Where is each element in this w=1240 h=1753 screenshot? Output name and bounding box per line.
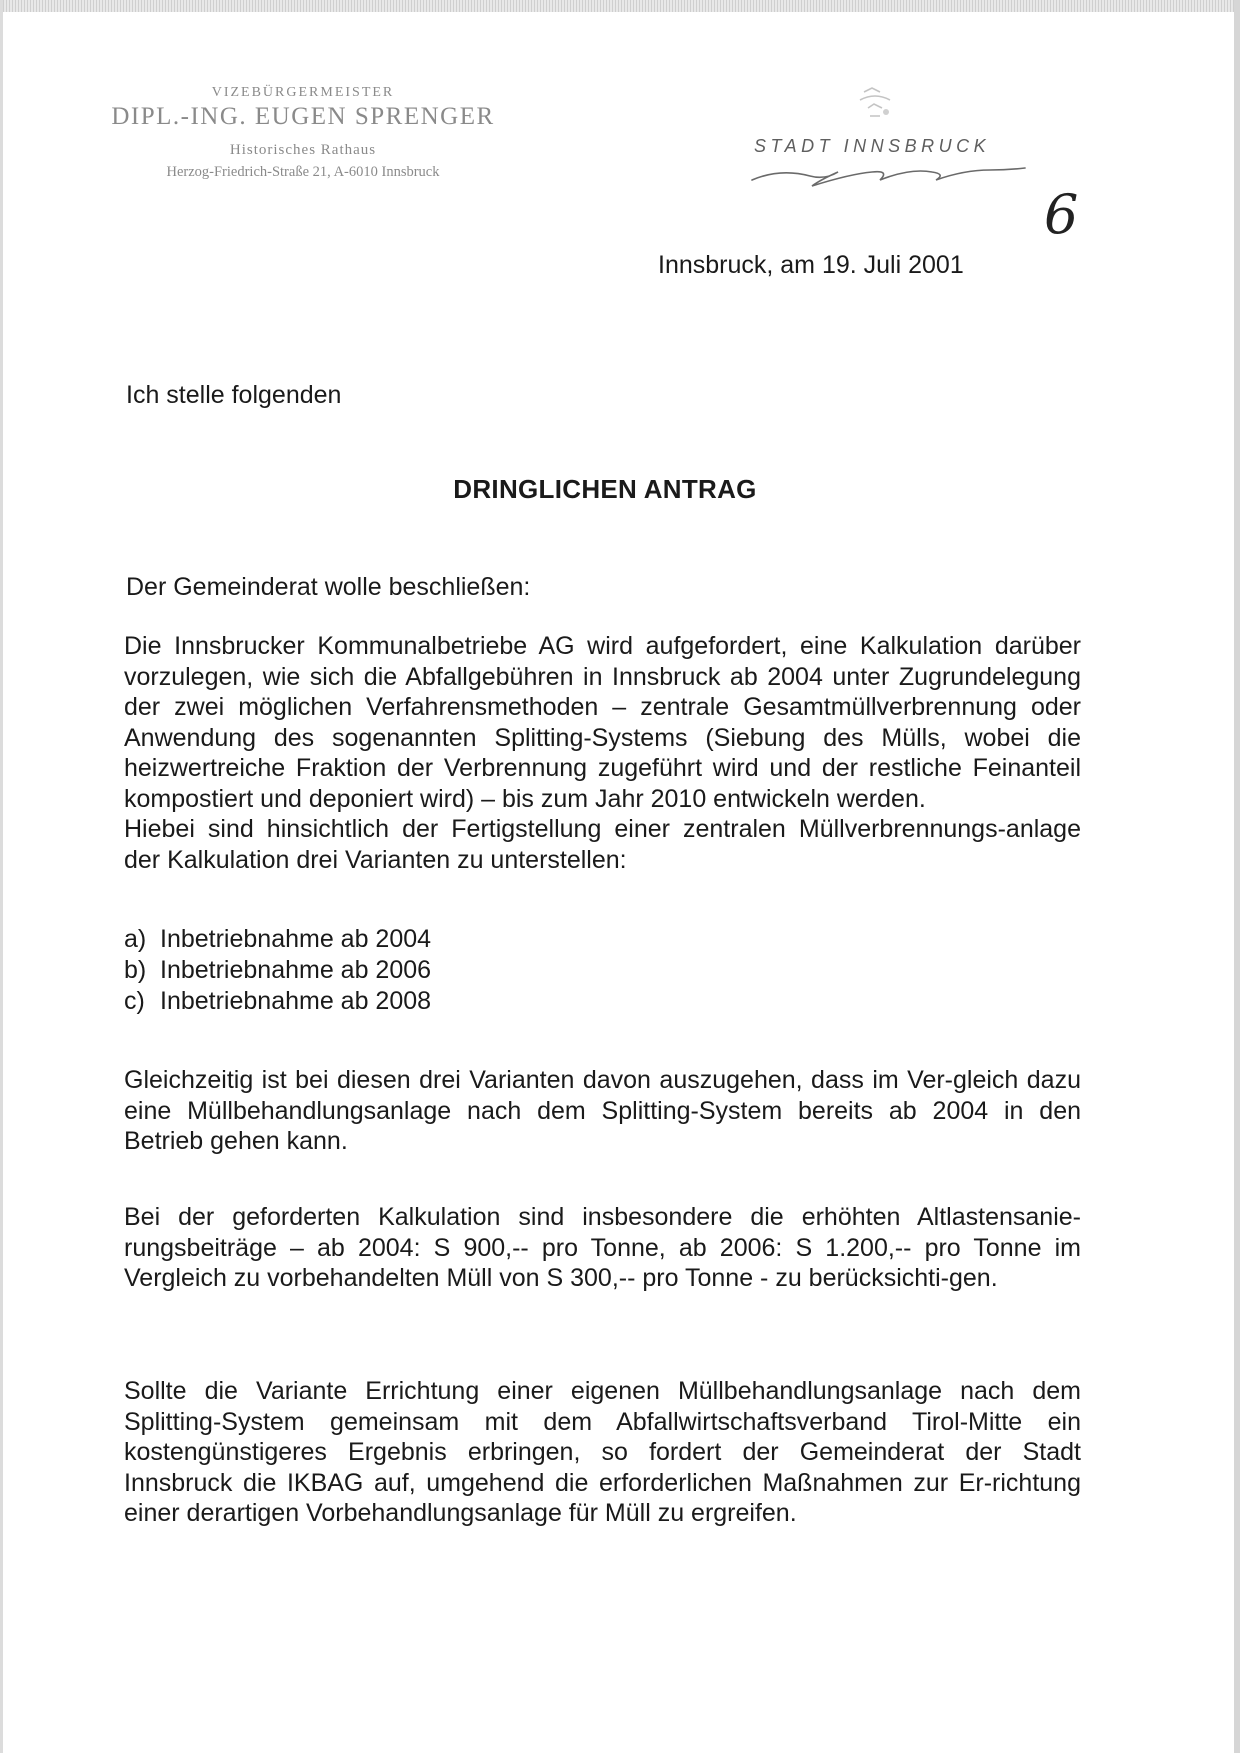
paragraph-contributions: Bei der geforderten Kalkulation sind insbesondere die erhöhten Altlastensanie-rungsbeiträge – ab 2004: S 900,-- pro Tonne, ab 2006: S 1.200,-- pro Tonne im Vergleich zu vorbehandelten Müll von S 300,-- pro Tonne - zu berücksichti-gen. (124, 1203, 1081, 1292)
scan-border-left (0, 0, 3, 1753)
paragraph-calculation-text: Die Innsbrucker Kommunalbetriebe AG wird aufgefordert, eine Kalkulation darüber vorzulegen, wie sich die Abfallgebühren in Innsbruck ab 2004 unter Zugrundelegung der zwei möglichen Verfahrensmethoden – zentrale Gesamtmüllverbrennung oder Anwendung des sogenannten Splitting-Systems (Siebung des Mülls, wobei die heizwertreiche Fraktion der Verbrennung zugeführt wird und der restliche Feinanteil kompostiert und deponiert wird) – bis zum Jahr 2010 entwickeln werden. (124, 632, 1081, 813)
document-heading: DRINGLICHEN ANTRAG (453, 474, 757, 504)
intro-line: Ich stelle folgenden (126, 381, 342, 409)
variants-list (124, 924, 431, 1017)
handwritten-page-number: 6 (1044, 183, 1079, 246)
list-item-text: Inbetriebnahme ab 2004 (160, 925, 432, 953)
list-item (124, 986, 431, 1017)
city-logo (750, 86, 1030, 186)
list-item (124, 955, 431, 986)
letterhead-role: VIZEBÜRGERMEISTER (211, 85, 395, 100)
list-item (124, 924, 431, 955)
city-coat-of-arms-icon (850, 86, 900, 122)
signature-mark (750, 158, 1030, 188)
resolution-intro: Der Gemeinderat wolle beschließen: (126, 573, 531, 601)
paragraph-measures: Sollte die Variante Errichtung einer eigenen Müllbehandlungsanlage nach dem Splitting-System gemeinsam mit dem Abfallwirtschaftsverband Tirol-Mitte ein kostengünstigeres Ergebnis erbringen, so fordert der Gemeinderat der Stadt Innsbruck die IKBAG auf, umgehend die erforderlichen Maßnahmen zur Er-richtung einer derartigen Vorbehandlungsanlage für Müll zu ergreifen. (124, 1377, 1081, 1527)
paragraph-variants-intro: Hiebei sind hinsichtlich der Fertigstellung einer zentralen Müllverbrennungs-anlage der Kalkulation drei Varianten zu unterstellen: (124, 815, 1081, 874)
city-name: STADT INNSBRUCK (754, 136, 991, 156)
list-marker: a) (124, 925, 147, 953)
paragraph-calculation (124, 631, 1081, 875)
paragraph-splitting: Gleichzeitig ist bei diesen drei Varianten davon auszugehen, dass im Ver-gleich dazu eine Müllbehandlungsanlage nach dem Splitting-System bereits ab 2004 in den Betrieb gehen kann. (124, 1066, 1081, 1155)
list-item-text: Inbetriebnahme ab 2006 (160, 956, 432, 984)
letterhead (78, 84, 528, 182)
scan-border-top (0, 0, 1240, 12)
list-marker: b) (124, 956, 147, 984)
letterhead-building: Historisches Rathaus (229, 142, 377, 158)
letterhead-address: Herzog-Friedrich-Straße 21, A-6010 Innsbruck (166, 164, 440, 180)
list-item-text: Inbetriebnahme ab 2008 (160, 987, 432, 1015)
scan-border-right (1234, 0, 1240, 1753)
letterhead-name: DIPL.-ING. EUGEN SPRENGER (111, 103, 495, 130)
list-marker: c) (124, 987, 145, 1015)
date-line: Innsbruck, am 19. Juli 2001 (658, 251, 964, 279)
